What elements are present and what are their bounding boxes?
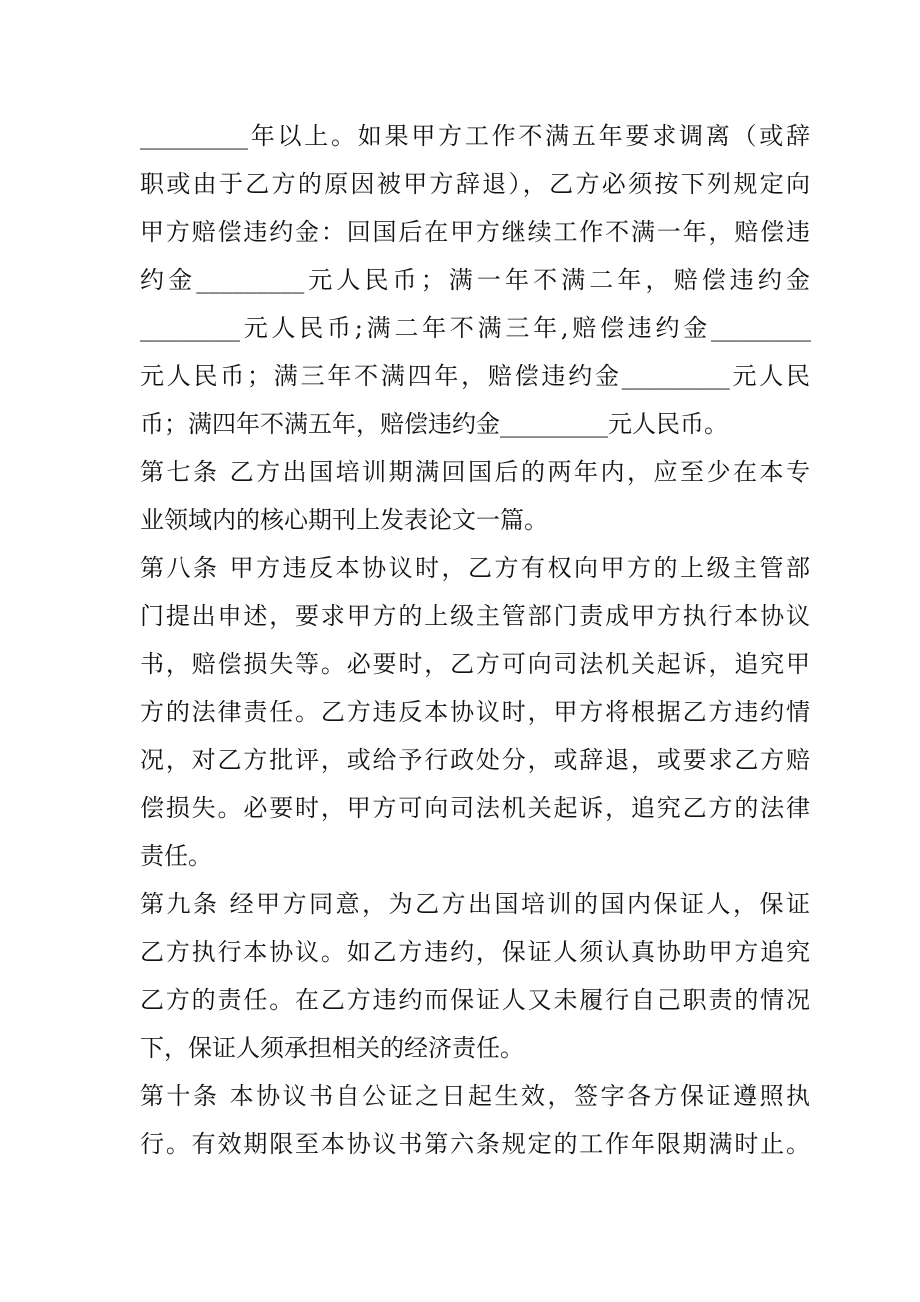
article-7-line-1: 第七条 乙方出国培训期满回国后的两年内，应至少在本专 [140, 458, 810, 486]
article-8-line-5: 况，对乙方批评，或给予行政处分，或辞退，或要求乙方赔 [140, 746, 810, 774]
text-line-3: 甲方赔偿违约金：回国后在甲方继续工作不满一年，赔偿违 [140, 218, 810, 246]
text-line-5: _________元人民币;满二年不满三年,赔偿违约金_________ [140, 314, 810, 342]
article-9-line-3: 乙方的责任。在乙方违约而保证人又未履行自己职责的情况 [140, 986, 810, 1014]
text-line-7: 币；满四年不满五年，赔偿违约金_________元人民币。 [140, 410, 728, 438]
document-body [140, 112, 810, 1168]
text-line-2: 职或由于乙方的原因被甲方辞退），乙方必须按下列规定向 [140, 170, 810, 198]
article-8-line-4: 方的法律责任。乙方违反本协议时，甲方将根据乙方违约情 [140, 698, 810, 726]
article-10-line-1: 第十条 本协议书自公证之日起生效，签字各方保证遵照执 [140, 1082, 810, 1110]
article-9-line-2: 乙方执行本协议。如乙方违约，保证人须认真协助甲方追究 [140, 938, 810, 966]
article-8-line-7: 责任。 [140, 842, 212, 870]
article-9-line-4: 下，保证人须承担相关的经济责任。 [140, 1034, 524, 1062]
article-8-line-1: 第八条 甲方违反本协议时，乙方有权向甲方的上级主管部 [140, 554, 810, 582]
article-10-line-2: 行。有效期限至本协议书第六条规定的工作年限期满时止。 [140, 1130, 810, 1158]
article-8-line-2: 门提出申述，要求甲方的上级主管部门责成甲方执行本协议 [140, 602, 810, 630]
text-line-6: 元人民币；满三年不满四年，赔偿违约金_________元人民 [140, 362, 810, 390]
article-7-line-2: 业领域内的核心期刊上发表论文一篇。 [140, 506, 548, 534]
article-9-line-1: 第九条 经甲方同意，为乙方出国培训的国内保证人，保证 [140, 890, 810, 918]
text-line-1: _________年以上。如果甲方工作不满五年要求调离（或辞 [140, 122, 810, 150]
text-line-4: 约金_________元人民币；满一年不满二年，赔偿违约金 [140, 266, 810, 294]
article-8-line-3: 书，赔偿损失等。必要时，乙方可向司法机关起诉，追究甲 [140, 650, 810, 678]
article-8-line-6: 偿损失。必要时，甲方可向司法机关起诉，追究乙方的法律 [140, 794, 810, 822]
